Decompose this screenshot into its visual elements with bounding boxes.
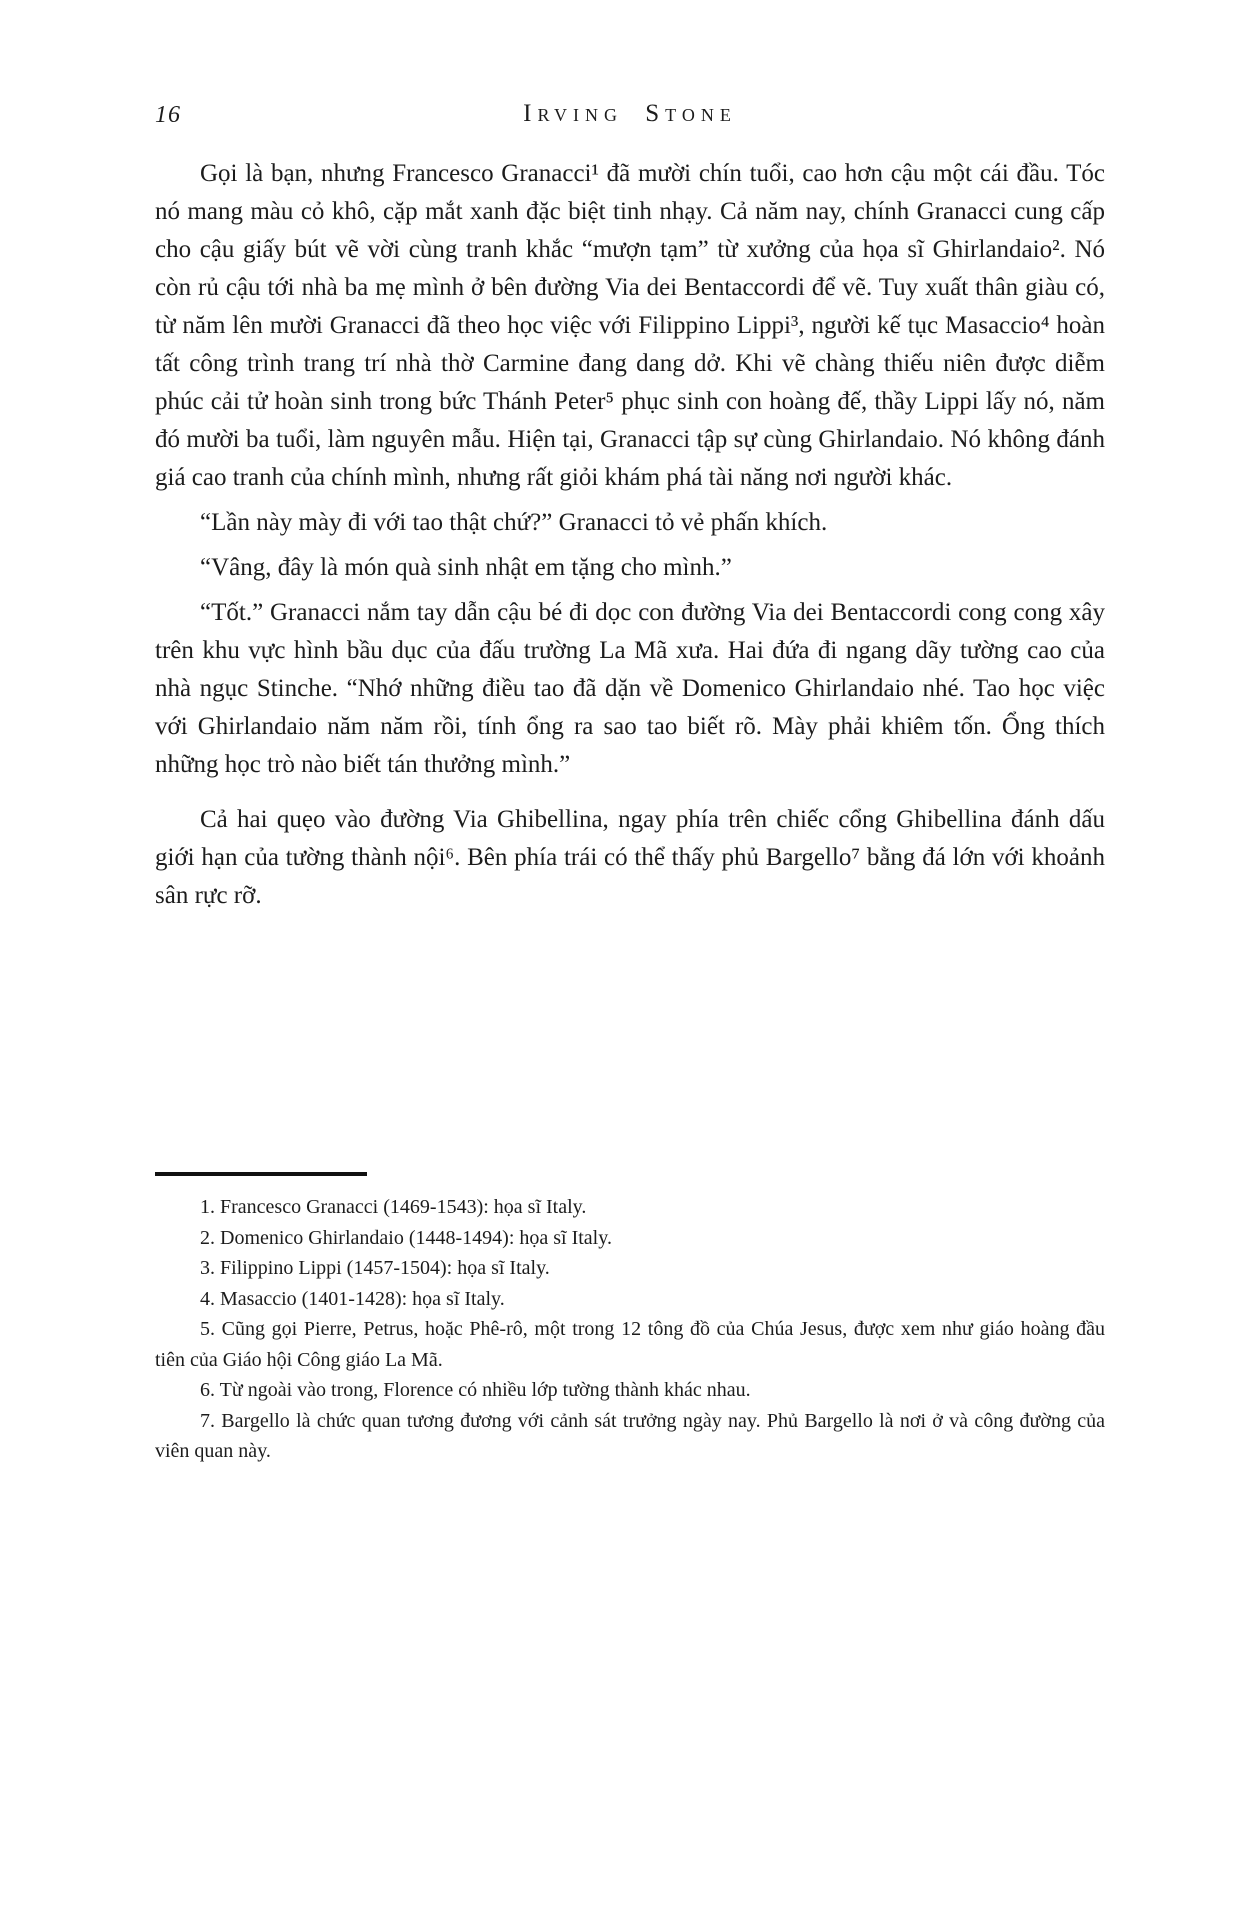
paragraph-5: Cả hai quẹo vào đường Via Ghibellina, ngay phía trên chiếc cổng Ghibellina đánh dấu giới hạn của tường thành nội⁶. Bên phía trái có thể thấy phủ Bargello⁷ bằng đá lớn với khoảnh sân rực rỡ. [155,806,1105,909]
footnotes-section [155,1172,1105,1467]
footnote-2: 2. Domenico Ghirlandaio (1448-1494): họa sĩ Italy. [200,1226,612,1249]
footnote-4: 4. Masaccio (1401-1428): họa sĩ Italy. [200,1287,505,1310]
paragraph-1: Gọi là bạn, nhưng Francesco Granacci¹ đã mười chín tuổi, cao hơn cậu một cái đầu. Tóc nó mang màu cỏ khô, cặp mắt xanh đặc biệt tinh nhạy. Cả năm nay, chính Granacci cung cấp cho cậu giấy bút vẽ vời cùng tranh khắc “mượn tạm” từ xưởng của họa sĩ Ghirlandaio². Nó còn rủ cậu tới nhà ba mẹ mình ở bên đường Via dei Bentaccordi để vẽ. Tuy xuất thân giàu có, từ năm lên mười Granacci đã theo học việc với Filippino Lippi³, người kế tục Masaccio⁴ hoàn tất công trình trang trí nhà thờ Carmine đang dang dở. Khi vẽ chàng thiếu niên được diễm phúc cải tử hoàn sinh trong bức Thánh Peter⁵ phục sinh con hoàng đế, thầy Lippi lấy nó, năm đó mười ba tuổi, làm nguyên mẫu. Hiện tại, Granacci tập sự cùng Ghirlandaio. Nó không đánh giá cao tranh của chính mình, nhưng rất giỏi khám phá tài năng nơi người khác. [155,160,1105,491]
page-header [155,100,1105,134]
footnote-separator-rule [155,1172,367,1176]
footnote-1: 1. Francesco Granacci (1469-1543): họa sĩ Italy. [200,1196,587,1218]
paragraph-4: “Tốt.” Granacci nắm tay dẫn cậu bé đi dọc con đường Via dei Bentaccordi cong cong xây trên khu vực hình bầu dục của đấu trường La Mã xưa. Hai đứa đi ngang dãy tường cao của nhà ngục Stinche. “Nhớ những điều tao đã dặn về Domenico Ghirlandaio nhé. Tao học việc với Ghirlandaio năm năm rồi, tính ổng ra sao tao biết rõ. Mày phải khiêm tốn. Ổng thích những học trò nào biết tán thưởng mình.” [155,599,1105,778]
body-text [155,155,1105,915]
page-number: 16 [155,102,181,128]
footnote-5: 5. Cũng gọi Pierre, Petrus, hoặc Phê-rô, một trong 12 tông đồ của Chúa Jesus, được xem như giáo hoàng đầu tiên của Giáo hội Công giáo La Mã. [155,1318,1105,1371]
footnote-7: 7. Bargello là chức quan tương đương với cảnh sát trưởng ngày nay. Phủ Bargello là nơi ở và công đường của viên quan này. [155,1409,1105,1462]
paragraph-2: “Lần này mày đi với tao thật chứ?” Granacci tỏ vẻ phấn khích. [200,509,828,536]
paragraph-3: “Vâng, đây là món quà sinh nhật em tặng cho mình.” [200,554,732,581]
footnote-6: 6. Từ ngoài vào trong, Florence có nhiều lớp tường thành khác nhau. [200,1379,751,1401]
running-head: Irving Stone [523,100,737,127]
footnote-3: 3. Filippino Lippi (1457-1504): họa sĩ Italy. [200,1257,550,1279]
